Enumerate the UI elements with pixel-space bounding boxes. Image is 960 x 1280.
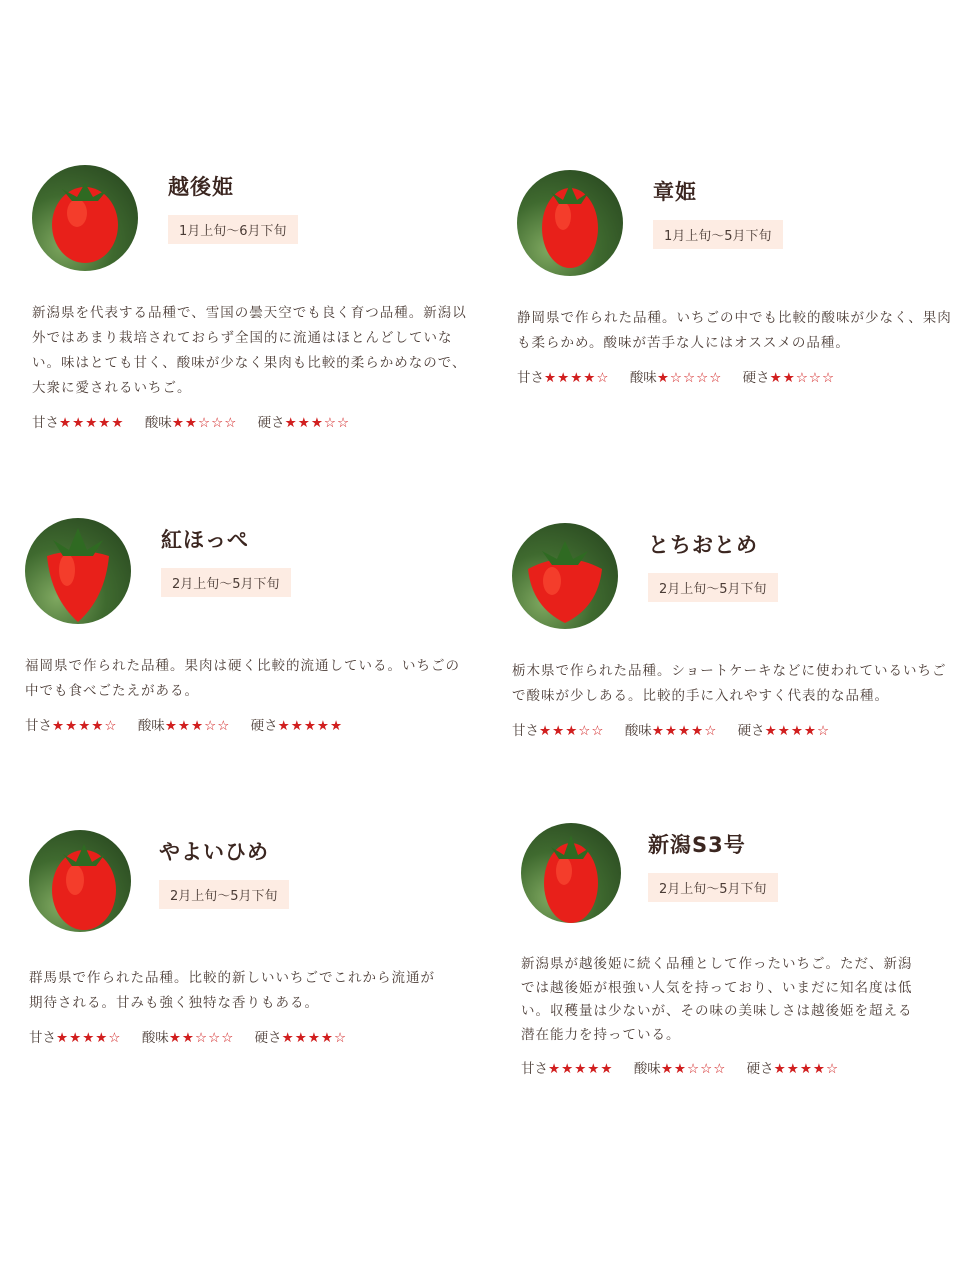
star-rating: ★★★★★ bbox=[59, 415, 125, 431]
rating-sweetness: 甘さ★★★★☆ bbox=[25, 718, 118, 734]
variety-description: 栃木県で作られた品種。ショートケーキなどに使われているいちごで酸味が少しある。比較的手に入れやすく代表的な品種。 bbox=[512, 663, 947, 704]
rating-sweetness: 甘さ★★★☆☆ bbox=[512, 723, 605, 739]
season-badge: 2月上旬〜5月下旬 bbox=[648, 873, 778, 902]
star-rating: ★★★★☆ bbox=[52, 718, 118, 734]
season-badge: 1月上旬〜5月下旬 bbox=[653, 220, 783, 249]
rating-acidity: 酸味★★☆☆☆ bbox=[633, 1061, 727, 1077]
rating-acidity: 酸味★★☆☆☆ bbox=[144, 415, 238, 431]
star-rating: ★★★★☆ bbox=[773, 1061, 840, 1077]
strawberry-photo bbox=[512, 523, 618, 629]
ratings-row bbox=[25, 714, 465, 734]
variety-description: 静岡県で作られた品種。いちごの中でも比較的酸味が少なく、果肉も柔らかめ。酸味が苦手な人にはオススメの品種。 bbox=[517, 310, 952, 351]
rating-firmness: 硬さ★★★★☆ bbox=[254, 1030, 348, 1046]
variety-description: 新潟県を代表する品種で、雪国の曇天空でも良く育つ品種。新潟以外ではあまり栽培されておらず全国的に流通はほとんどしていない。味はとても甘く、酸味が少なく果肉も比較的柔らかめなので、大衆に愛されるいちご。 bbox=[32, 305, 467, 396]
star-rating: ★★★★☆ bbox=[56, 1030, 122, 1046]
star-rating: ★☆☆☆☆ bbox=[656, 370, 723, 386]
strawberry-photo bbox=[29, 830, 131, 932]
rating-firmness: 硬さ★★★☆☆ bbox=[257, 415, 351, 431]
star-rating: ★★★★★ bbox=[277, 718, 344, 734]
variety-name: 章姫 bbox=[653, 180, 697, 204]
star-rating: ★★★★☆ bbox=[764, 723, 831, 739]
star-rating: ★★★☆☆ bbox=[539, 723, 605, 739]
star-rating: ★★★★☆ bbox=[544, 370, 610, 386]
rating-acidity: 酸味★★☆☆☆ bbox=[141, 1030, 235, 1046]
star-rating: ★★★★☆ bbox=[281, 1030, 348, 1046]
rating-acidity: 酸味★★★☆☆ bbox=[137, 718, 231, 734]
variety-name: とちおとめ bbox=[648, 533, 758, 557]
variety-name: 越後姫 bbox=[168, 175, 234, 199]
strawberry-photo bbox=[32, 165, 138, 271]
variety-description: 群馬県で作られた品種。比較的新しいいちごでこれから流通が期待される。甘みも強く独特な香りもある。 bbox=[29, 970, 435, 1011]
variety-name: 紅ほっぺ bbox=[161, 528, 249, 552]
season-badge: 1月上旬〜6月下旬 bbox=[168, 215, 298, 244]
strawberry-photo bbox=[517, 170, 623, 276]
rating-sweetness: 甘さ★★★★☆ bbox=[29, 1030, 122, 1046]
variety-card-yayoihime bbox=[29, 830, 469, 1046]
variety-card-echigohime bbox=[32, 165, 472, 431]
star-rating: ★★☆☆☆ bbox=[660, 1061, 727, 1077]
season-badge: 2月上旬〜5月下旬 bbox=[648, 573, 778, 602]
star-rating: ★★☆☆☆ bbox=[168, 1030, 235, 1046]
star-rating: ★★★☆☆ bbox=[164, 718, 231, 734]
rating-firmness: 硬さ★★☆☆☆ bbox=[742, 370, 836, 386]
star-rating: ★★☆☆☆ bbox=[171, 415, 238, 431]
star-rating: ★★☆☆☆ bbox=[769, 370, 836, 386]
star-rating: ★★★★☆ bbox=[651, 723, 718, 739]
variety-name: やよいひめ bbox=[159, 840, 269, 864]
variety-description: 新潟県が越後姫に続く品種として作ったいちご。ただ、新潟では越後姫が根強い人気を持っており、いまだに知名度は低い。収穫量は少ないが、その味の美味しさは越後姫を超える潜在能力を持っている。 bbox=[521, 956, 913, 1043]
ratings-row bbox=[521, 1057, 960, 1077]
variety-description: 福岡県で作られた品種。果肉は硬く比較的流通している。いちごの中でも食べごたえがある。 bbox=[25, 658, 460, 699]
star-rating: ★★★☆☆ bbox=[284, 415, 351, 431]
variety-name: 新潟S3号 bbox=[648, 833, 746, 857]
rating-acidity: 酸味★★★★☆ bbox=[624, 723, 718, 739]
ratings-row bbox=[512, 719, 952, 739]
rating-sweetness: 甘さ★★★★★ bbox=[32, 415, 125, 431]
rating-firmness: 硬さ★★★★☆ bbox=[737, 723, 831, 739]
rating-sweetness: 甘さ★★★★☆ bbox=[517, 370, 610, 386]
ratings-row bbox=[29, 1026, 469, 1046]
variety-card-niigata-s3 bbox=[521, 823, 960, 1077]
star-rating: ★★★★★ bbox=[548, 1061, 614, 1077]
strawberry-photo bbox=[25, 518, 131, 624]
variety-card-akihime bbox=[517, 170, 957, 386]
strawberry-photo bbox=[521, 823, 621, 923]
rating-sweetness: 甘さ★★★★★ bbox=[521, 1061, 614, 1077]
ratings-row bbox=[517, 366, 957, 386]
rating-acidity: 酸味★☆☆☆☆ bbox=[629, 370, 723, 386]
rating-firmness: 硬さ★★★★★ bbox=[250, 718, 344, 734]
variety-card-benihoppe bbox=[25, 518, 465, 734]
ratings-row bbox=[32, 411, 472, 431]
variety-card-tochiotome bbox=[512, 523, 952, 739]
season-badge: 2月上旬〜5月下旬 bbox=[159, 880, 289, 909]
season-badge: 2月上旬〜5月下旬 bbox=[161, 568, 291, 597]
rating-firmness: 硬さ★★★★☆ bbox=[746, 1061, 840, 1077]
